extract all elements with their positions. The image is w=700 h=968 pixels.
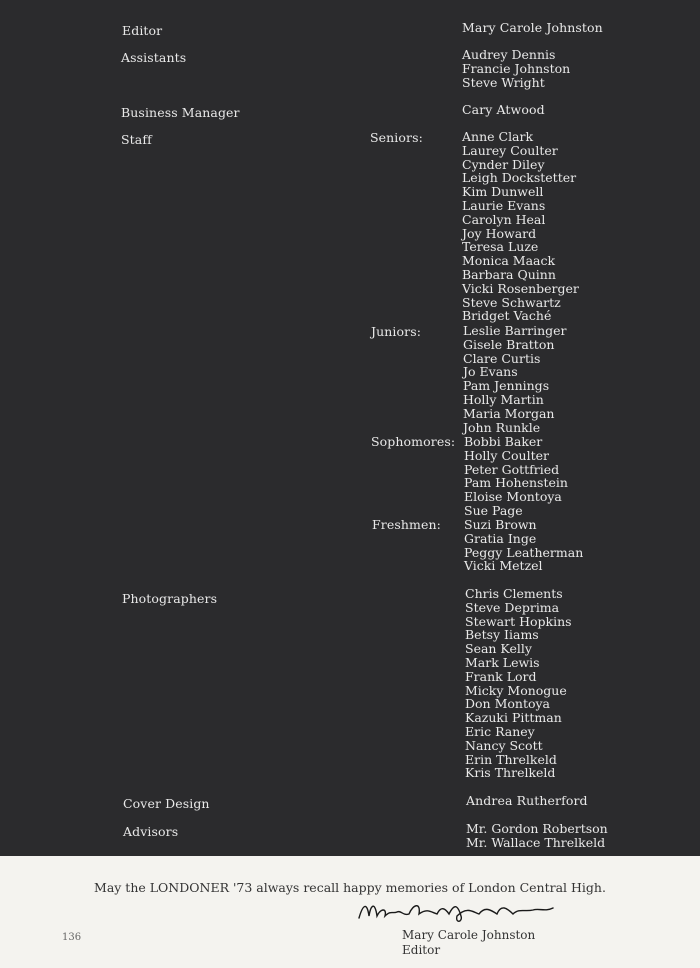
list-item: Laurie Evans <box>462 197 546 213</box>
dedication-message: May the LONDONER '73 always recall happy memories of London Central High. <box>94 880 606 895</box>
list-item: Mark Lewis <box>465 654 540 670</box>
list-item: Joy Howard <box>462 225 537 241</box>
list-item: Jo Evans <box>463 364 518 380</box>
freshmen-list <box>464 518 583 573</box>
editor-label: Editor <box>122 23 163 38</box>
cover-design-label: Cover Design <box>123 796 210 811</box>
list-item: Pam Hohenstein <box>464 475 568 491</box>
list-item: Suzi Brown <box>464 517 537 532</box>
list-item: Vicki Rosenberger <box>462 280 579 296</box>
handwritten-signature <box>357 896 557 924</box>
list-item: Vicki Metzel <box>464 558 543 574</box>
signer-name: Mary Carole Johnston <box>402 928 536 942</box>
list-item: Cynder Diley <box>462 156 545 172</box>
list-item: Holly Coulter <box>464 447 549 463</box>
list-item: Holly Martin <box>463 391 544 407</box>
assistants-list <box>462 48 570 89</box>
juniors-list <box>463 324 567 434</box>
sophomores-list <box>464 435 568 518</box>
list-item: Anne Clark <box>462 129 534 144</box>
list-item: Nancy Scott <box>465 737 543 753</box>
list-item: Maria Morgan <box>463 405 555 421</box>
list-item: Peter Gottfried <box>464 461 560 477</box>
sophomores-label: Sophomores: <box>371 434 456 449</box>
business-manager-name: Cary Atwood <box>462 102 545 117</box>
list-item: Francie Johnston <box>462 60 571 76</box>
list-item: Bobbi Baker <box>464 434 543 449</box>
advisors-label: Advisors <box>123 824 179 839</box>
list-item: Bridget Vaché <box>462 308 552 324</box>
list-item: Monica Maack <box>462 253 556 269</box>
list-item: Audrey Dennis <box>462 47 556 62</box>
cover-design-name: Andrea Rutherford <box>466 793 588 808</box>
page-number: 136 <box>62 932 82 943</box>
freshmen-label: Freshmen: <box>372 517 441 532</box>
business-manager-label: Business Manager <box>121 105 240 120</box>
assistants-label: Assistants <box>121 50 187 65</box>
list-item: Leigh Dockstetter <box>462 170 577 186</box>
list-item: Steve Deprima <box>465 599 560 615</box>
list-item: Steve Wright <box>462 74 545 90</box>
staff-label: Staff <box>121 132 152 147</box>
list-item: Peggy Leatherman <box>464 544 584 560</box>
list-item: Gisele Bratton <box>463 336 555 352</box>
list-item: Laurey Coulter <box>462 142 558 158</box>
juniors-label: Juniors: <box>371 324 422 339</box>
list-item: Stewart Hopkins <box>465 613 572 629</box>
list-item: Erin Threlkeld <box>465 751 557 767</box>
list-item: Clare Curtis <box>463 350 541 366</box>
photographers-label: Photographers <box>122 591 218 606</box>
list-item: Betsy Iiams <box>465 627 539 643</box>
list-item: Pam Jennings <box>463 378 550 394</box>
signer-block <box>402 928 535 958</box>
list-item: Barbara Quinn <box>462 266 556 282</box>
seniors-label: Seniors: <box>370 130 423 145</box>
list-item: Carolyn Heal <box>462 211 546 227</box>
list-item: Steve Schwartz <box>462 294 561 310</box>
photographers-list <box>465 587 572 780</box>
signer-title: Editor <box>402 943 441 957</box>
list-item: Don Montoya <box>465 696 551 712</box>
list-item: Eric Raney <box>465 723 535 739</box>
list-item: Kim Dunwell <box>462 184 544 200</box>
list-item: Mr. Gordon Robertson <box>466 821 608 836</box>
advisors-list <box>466 822 608 850</box>
list-item: John Runkle <box>463 419 541 435</box>
list-item: Eloise Montoya <box>464 489 562 505</box>
list-item: Kris Threlkeld <box>465 765 556 781</box>
list-item: Sean Kelly <box>465 641 532 657</box>
editor-name: Mary Carole Johnston <box>462 20 603 35</box>
list-item: Frank Lord <box>465 668 537 684</box>
seniors-list <box>462 130 579 323</box>
list-item: Gratia Inge <box>464 530 537 546</box>
list-item: Chris Clements <box>465 586 563 601</box>
list-item: Micky Monogue <box>465 682 567 698</box>
list-item: Sue Page <box>464 502 523 518</box>
list-item: Kazuki Pittman <box>465 710 562 726</box>
list-item: Mr. Wallace Threlkeld <box>466 834 606 850</box>
list-item: Leslie Barringer <box>463 323 567 338</box>
list-item: Teresa Luze <box>462 239 539 255</box>
